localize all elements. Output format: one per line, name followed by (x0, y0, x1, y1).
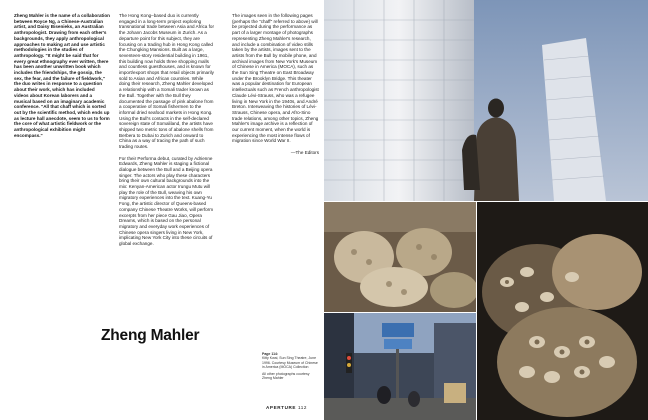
caption-note: All other photographs courtesy Zheng Mahler (262, 372, 310, 381)
skyscrapers-man-photo (324, 0, 648, 201)
body-paragraph: For their Performa debut, curated by Adrienne Edwards, Zheng Mahler is staging a fictional dialogue between the Bull and a Beijing opera singer. The actors who play these characters bring their own cultural backgrounds into the mix: Kenyan-American actor Irungu Mutu will play the role of the Bull, weaving his own migratory experiences into the text. Kuang-Yu Fong, the artistic director of Queens-based company Chinese Theatre Works, will perform excerpts from her piece Gau Jiao, Opera Dreams, which is based on the personal migratory and everyday work experiences of Chinese opera singers living in New York, implicating New York City into these circuits of global exchange. (119, 155, 214, 247)
text-column-2 (119, 13, 215, 253)
page-folio (266, 405, 307, 410)
right-page (324, 0, 648, 420)
abalone-sacks-photo (477, 202, 648, 420)
street-scene-photo (324, 313, 476, 420)
article-headline: Zheng Mahler (101, 327, 200, 344)
shell-sacks-photo (324, 202, 476, 312)
editors-credit: —The Editors (290, 149, 319, 155)
body-paragraph: The images seen in the following pages (perhaps the "chaff" referred to above) will be projected during the performance as part of a larger montage of photographs representing Zheng Mahler's research, and include a combination of video stills taken by the artists, images sent to the artists from the Bull by mobile phone, and archival images from New York's Museum of Chinese in America (MOCA), such as the Sun Sing Theatre on East Broadway under the Brooklyn Bridge. This theater was a popular destination for European intellectuals such as French anthropologist Claude Lévi-Strauss, who was a refugee living in New York in the 1940s, and André Breton. Interweaving the histories of Lévi-Strauss, Chinese opera, and Afro-Sino trade relations, among other topics, Zheng Mahler's image archive is a reflection of our current moment, when the world is experiencing the most intense flows of migration since World War II. (232, 13, 319, 144)
text-column-3 (232, 13, 319, 161)
photo-caption (262, 352, 320, 384)
intro-paragraph: Zheng Mahler is the name of a collaboration between Royce Ng, a Chinese-Australian artist, and Daisy Bisenieks, an Australian anthropologist. Drawing from each other's backgrounds, they apply anthropological approaches to making art and use artistic methodologies in the studies of anthropology. "It might be said that for every great ethnography ever written, there has been another unwritten book which includes the friendships, the gossip, the sex, the fear, and the failure of fieldwork," the duo writes in response to a question about their work, which has included videos about Korean laborers and a musical based on an imaginary academic conference. "All that chaff which is sorted out by the scientific method, which ends up as lecture hall anecdote, seem to us to form the core of what artistic fieldwork or the anthropological exhibition might encompass." (14, 13, 110, 138)
caption-heading: Page 114: (262, 352, 279, 356)
caption-text: Kitty Kwai, Sun Sing Theatre, June 1996. Courtesy Museum of Chinese in America (MOCA) Collection (262, 356, 318, 369)
body-paragraph: The Hong Kong–based duo is currently engaged in a long-term project exploring transnational trade between Asia and Africa for the Johann Jacobs Museum in Zurich. As a departure point for this subject, they are focusing on a trading hub in Hong Kong called the Chungking Mansions. Built as a large, seventeen-story residential building in 1961, this building now holds three shopping malls and countless guesthouses, and is known for import/export shops that retail objects primarily sold to Asian and African countries. While doing their research, Zheng Mahler developed a relationship with a Somali trader known as the Bull. Together with the Bull they documented the passage of pink abalone from a cooperative of Somali fishermen to the informal dried seafood markets in Hong Kong. Using the Bull's contacts in the self-declared sovereign state of Somaliland, the artists have shipped two metric tons of abalone shells from Berbera to Dubai to Zurich and onward to China as a way of tracing the path of such trading routes. (119, 13, 214, 150)
text-column-1 (14, 13, 110, 144)
folio-magazine-name: APERTURE (266, 405, 297, 410)
folio-page-number: 112 (297, 405, 308, 410)
